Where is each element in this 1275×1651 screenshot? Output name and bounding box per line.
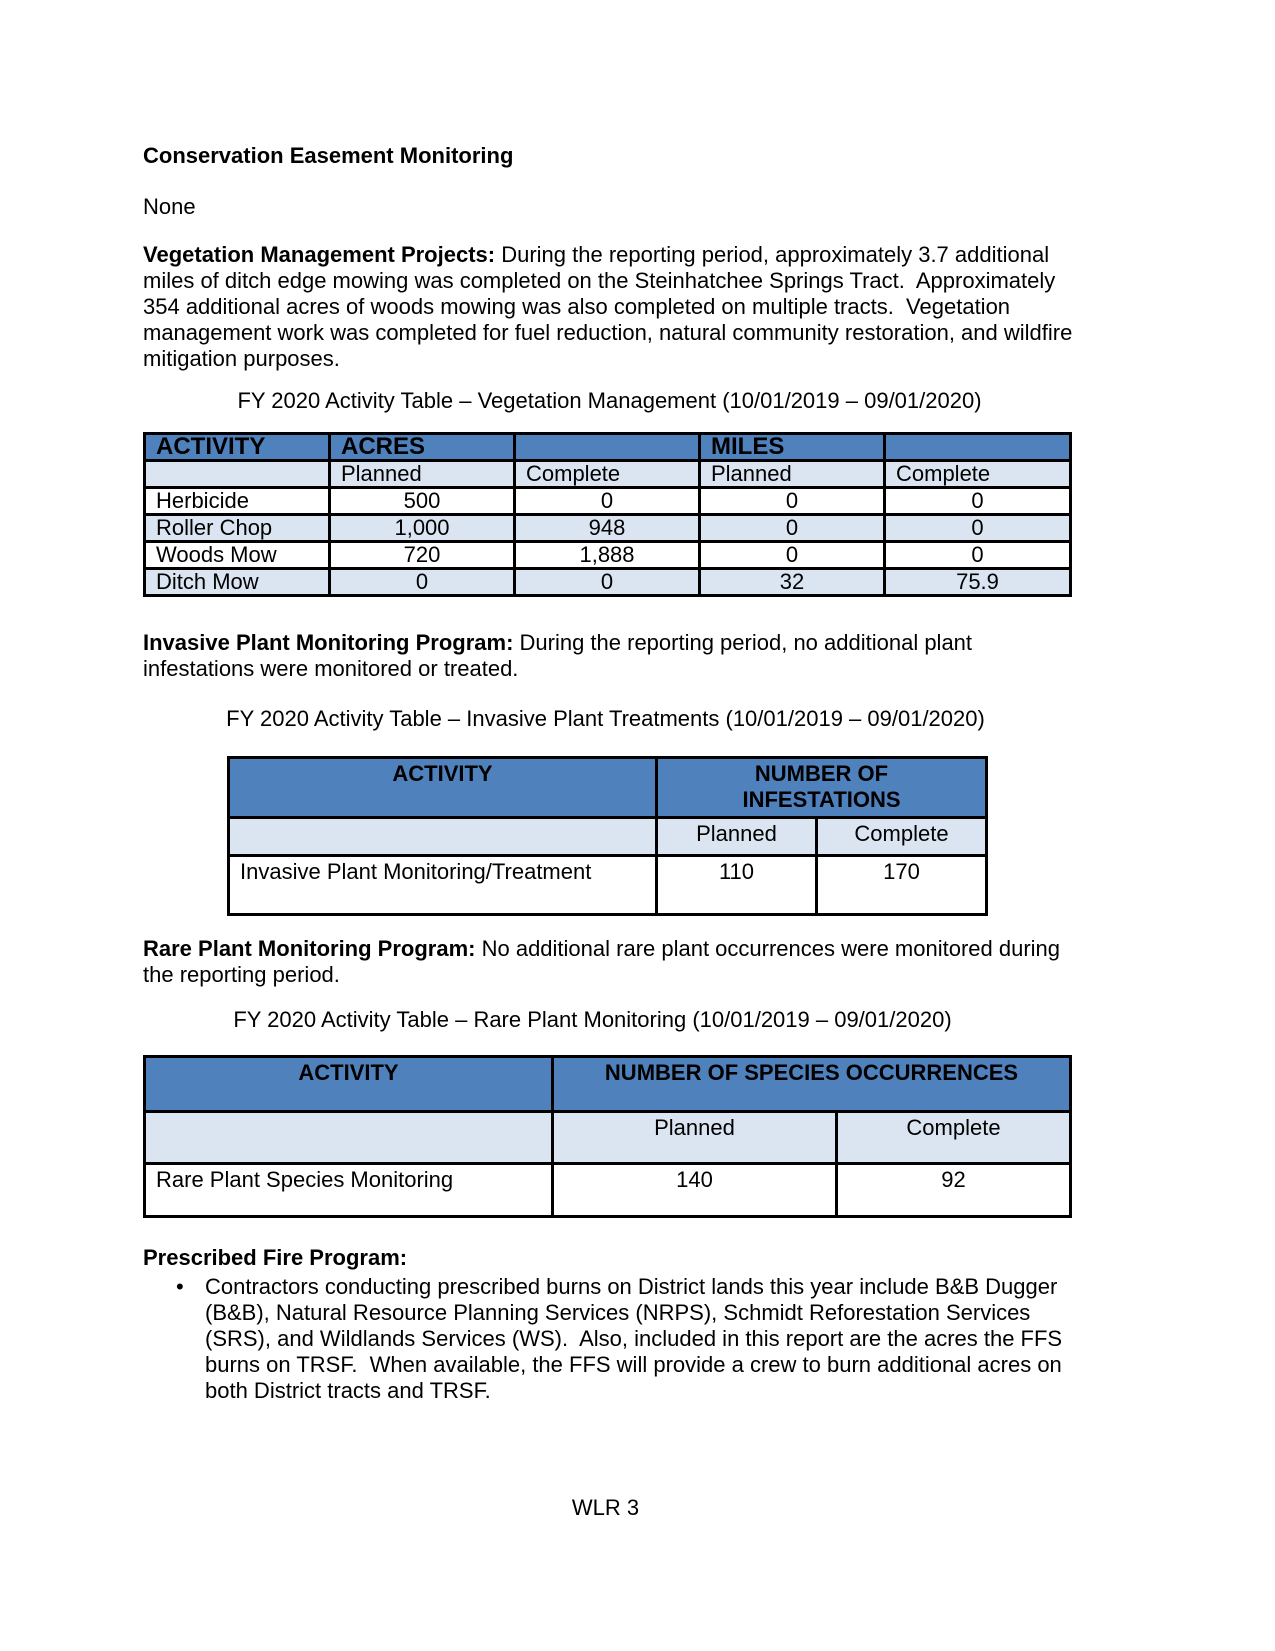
vegetation-line: miles of ditch edge mowing was completed on the Steinhatchee Springs Tract. Approximately xyxy=(143,268,1056,293)
vegetation-line: management work was completed for fuel reduction, natural community restoration, and wildfire xyxy=(143,320,1073,345)
rare-lead: Rare Plant Monitoring Program: xyxy=(143,936,476,961)
cell-complete: 92 xyxy=(837,1164,1071,1217)
subheader-planned: Planned xyxy=(330,461,515,488)
table-row xyxy=(145,488,1071,515)
cell-planned: 110 xyxy=(657,856,817,915)
rare-paragraph xyxy=(143,936,1108,988)
vegetation-lead: Vegetation Management Projects: xyxy=(143,242,496,267)
cell-acres-planned: 720 xyxy=(330,542,515,569)
fire-line: (SRS), and Wildlands Services (WS). Also, included in this report are the acres the FFS xyxy=(205,1326,1063,1351)
fire-bullet-text xyxy=(205,1274,1105,1404)
table-header-row xyxy=(145,434,1071,461)
cell-miles-planned: 0 xyxy=(700,542,885,569)
invasive-line: During the reporting period, no additional plant xyxy=(513,630,973,655)
invasive-table-caption: FY 2020 Activity Table – Invasive Plant Treatments (10/01/2019 – 09/01/2020) xyxy=(226,706,985,731)
cell-planned: 140 xyxy=(553,1164,837,1217)
vegetation-line: mitigation purposes. xyxy=(143,346,340,371)
table-row xyxy=(145,1164,1071,1217)
cell-acres-complete: 1,888 xyxy=(515,542,700,569)
row-activity: Herbicide xyxy=(145,488,330,515)
col-miles: MILES xyxy=(700,434,885,461)
col-activity: ACTIVITY xyxy=(145,1057,553,1112)
rare-line: No additional rare plant occurrences were monitored during xyxy=(475,936,1061,961)
col-number-of-species-occurrences: NUMBER OF SPECIES OCCURRENCES xyxy=(553,1057,1071,1112)
subheader-planned: Planned xyxy=(657,818,817,856)
subheader-empty xyxy=(229,818,657,856)
row-activity: Woods Mow xyxy=(145,542,330,569)
fire-line: burns on TRSF. When available, the FFS will provide a crew to burn additional acres on xyxy=(205,1352,1062,1377)
cell-miles-planned: 32 xyxy=(700,569,885,596)
cell-acres-planned: 1,000 xyxy=(330,515,515,542)
rare-table xyxy=(143,1055,1072,1218)
cell-complete: 170 xyxy=(817,856,987,915)
row-activity: Rare Plant Species Monitoring xyxy=(145,1164,553,1217)
table-row xyxy=(145,542,1071,569)
table-header-row xyxy=(229,758,987,818)
col-acres: ACRES xyxy=(330,434,515,461)
subheader-complete: Complete xyxy=(817,818,987,856)
subheader-complete: Complete xyxy=(515,461,700,488)
col-number-of-infestations xyxy=(657,758,987,818)
row-activity: Ditch Mow xyxy=(145,569,330,596)
subheader-planned: Planned xyxy=(700,461,885,488)
vegetation-line: During the reporting period, approximately 3.7 additional xyxy=(495,242,1050,267)
col-activity: ACTIVITY xyxy=(145,434,330,461)
col-empty xyxy=(515,434,700,461)
cell-miles-complete: 0 xyxy=(885,488,1071,515)
cell-acres-complete: 948 xyxy=(515,515,700,542)
cell-miles-complete: 0 xyxy=(885,542,1071,569)
cell-miles-planned: 0 xyxy=(700,515,885,542)
bullet-icon: • xyxy=(176,1274,184,1299)
conservation-heading: Conservation Easement Monitoring xyxy=(143,143,514,168)
cell-acres-complete: 0 xyxy=(515,569,700,596)
rare-table-caption: FY 2020 Activity Table – Rare Plant Monitoring (10/01/2019 – 09/01/2020) xyxy=(233,1007,952,1032)
table-header-row xyxy=(145,1057,1071,1112)
cell-acres-complete: 0 xyxy=(515,488,700,515)
vegetation-line: 354 additional acres of woods mowing was also completed on multiple tracts. Vegetation xyxy=(143,294,1011,319)
cell-miles-complete: 0 xyxy=(885,515,1071,542)
table-row xyxy=(229,856,987,915)
row-activity: Invasive Plant Monitoring/Treatment xyxy=(229,856,657,915)
col-activity: ACTIVITY xyxy=(229,758,657,818)
invasive-line: infestations were monitored or treated. xyxy=(143,656,519,681)
fire-heading: Prescribed Fire Program: xyxy=(143,1245,408,1270)
subheader-complete: Complete xyxy=(837,1112,1071,1164)
cell-miles-planned: 0 xyxy=(700,488,885,515)
invasive-table xyxy=(227,756,988,916)
fire-line: both District tracts and TRSF. xyxy=(205,1378,491,1403)
invasive-paragraph xyxy=(143,630,1108,682)
vegetation-table-caption: FY 2020 Activity Table – Vegetation Management (10/01/2019 – 09/01/2020) xyxy=(237,388,982,413)
invasive-lead: Invasive Plant Monitoring Program: xyxy=(143,630,514,655)
subheader-planned: Planned xyxy=(553,1112,837,1164)
rare-line: the reporting period. xyxy=(143,962,340,987)
table-subheader-row xyxy=(145,461,1071,488)
subheader-complete: Complete xyxy=(885,461,1071,488)
cell-acres-planned: 500 xyxy=(330,488,515,515)
row-activity: Roller Chop xyxy=(145,515,330,542)
vegetation-paragraph xyxy=(143,242,1108,372)
col-number-line: INFESTATIONS xyxy=(742,787,901,812)
subheader-empty xyxy=(145,461,330,488)
page-footer: WLR 3 xyxy=(571,1495,640,1520)
fire-line: (B&B), Natural Resource Planning Services (NRPS), Schmidt Reforestation Services xyxy=(205,1300,1031,1325)
cell-miles-complete: 75.9 xyxy=(885,569,1071,596)
subheader-empty xyxy=(145,1112,553,1164)
cell-acres-planned: 0 xyxy=(330,569,515,596)
table-row xyxy=(145,515,1071,542)
col-empty xyxy=(885,434,1071,461)
col-number-line: NUMBER OF xyxy=(754,761,889,786)
conservation-body: None xyxy=(143,194,196,219)
fire-line: Contractors conducting prescribed burns on District lands this year include B&B Dugger xyxy=(205,1274,1058,1299)
vegetation-table xyxy=(143,432,1072,597)
table-row xyxy=(145,569,1071,596)
table-subheader-row xyxy=(145,1112,1071,1164)
table-subheader-row xyxy=(229,818,987,856)
